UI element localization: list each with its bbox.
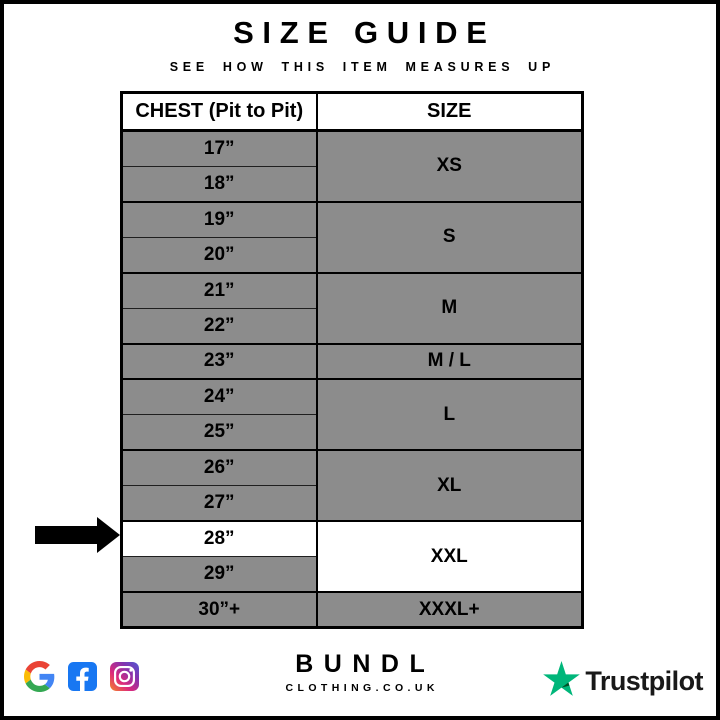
chest-cell: 22” [122, 308, 317, 344]
chest-cell: 30”+ [122, 592, 317, 628]
size-cell: XXL [317, 521, 583, 592]
size-guide-table [120, 91, 584, 629]
chest-column-header: CHEST (Pit to Pit) [122, 93, 317, 131]
page-subtitle: SEE HOW THIS ITEM MEASURES UP [169, 60, 556, 74]
table-row [122, 521, 583, 557]
chest-cell: 25” [122, 415, 317, 451]
highlight-arrow-icon [35, 517, 120, 553]
table-header-row [122, 93, 583, 131]
table-row [122, 450, 583, 486]
size-cell: L [317, 379, 583, 450]
chest-cell: 28” [122, 521, 317, 557]
chest-cell: 21” [122, 273, 317, 309]
size-cell: XL [317, 450, 583, 521]
table-row [122, 202, 583, 238]
table-row [122, 273, 583, 309]
size-table-body [122, 131, 583, 628]
chest-cell: 19” [122, 202, 317, 238]
brand-domain: CLOTHING.CO.UK [285, 681, 439, 694]
chest-cell: 17” [122, 131, 317, 167]
size-cell: M [317, 273, 583, 344]
chest-cell: 18” [122, 166, 317, 202]
brand-name: BUNDL [295, 650, 436, 678]
table-row [122, 592, 583, 628]
page-title: SIZE GUIDE [233, 15, 496, 50]
trustpilot-label: Trustpilot [585, 665, 703, 696]
table-row [122, 131, 583, 167]
chest-cell: 24” [122, 379, 317, 415]
trustpilot-badge[interactable] [543, 661, 703, 701]
size-cell: XXXL+ [317, 592, 583, 628]
size-cell: S [317, 202, 583, 273]
trustpilot-star-icon [543, 661, 580, 701]
table-row [122, 379, 583, 415]
chest-cell: 29” [122, 557, 317, 593]
arrow-head [97, 517, 120, 553]
size-column-header: SIZE [317, 93, 583, 131]
chest-cell: 26” [122, 450, 317, 486]
chest-cell: 27” [122, 486, 317, 522]
chest-cell: 20” [122, 237, 317, 273]
arrow-shaft [35, 526, 97, 544]
table-row [122, 344, 583, 380]
size-cell: M / L [317, 344, 583, 380]
chest-cell: 23” [122, 344, 317, 380]
size-cell: XS [317, 131, 583, 202]
